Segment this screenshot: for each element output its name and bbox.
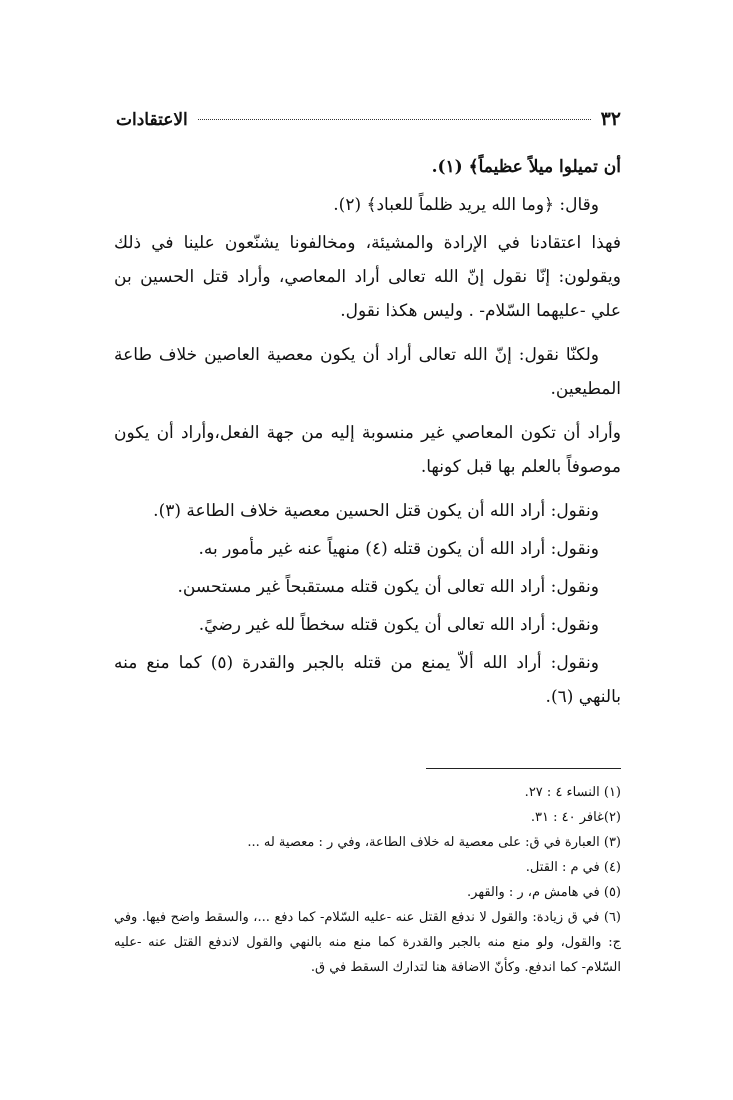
running-header bbox=[116, 108, 621, 144]
main-text bbox=[114, 150, 621, 718]
paragraph: ونقول: أراد الله ألاّ يمنع من قتله بالجبر والقدرة (٥) كما منع منه بالنهي (٦). bbox=[114, 653, 621, 707]
header-title: الاعتقادات bbox=[116, 110, 188, 130]
footnotes bbox=[114, 780, 621, 980]
paragraph: ولكنّا نقول: إنّ الله تعالى أراد أن يكون معصية العاصين خلاف طاعة المطيعين. bbox=[114, 345, 621, 399]
verse-continuation: أن تميلوا ميلاً عظيماً﴾ (١). bbox=[431, 157, 621, 177]
footnote: (١) النساء ٤ : ٢٧. bbox=[524, 785, 621, 800]
paragraph: وقال: ﴿وما الله يريد ظلماً للعباد﴾ (٢). bbox=[333, 195, 599, 215]
page-number: ٣٢ bbox=[600, 108, 621, 130]
footnote: (٦) في ق زيادة: والقول لا ندفع القتل عنه -عليه السّلام- كما دفع ...، والسقط واضح فيها. وفي ج: والقول، ولو منع منه بالجبر والقدرة كما منع منه بالنهي والقول لاندفع القتل عنه -عليه السّلام- كما اندفع. وكأنّ الاضافة هنا لتدارك السقط في ق. bbox=[114, 910, 621, 975]
paragraph: ونقول: أراد الله تعالى أن يكون قتله سخطاً لله غير رضيً. bbox=[198, 615, 599, 635]
dotted-leader bbox=[198, 119, 591, 120]
paragraph: ونقول: أراد الله أن يكون قتل الحسين معصية خلاف الطاعة (٣). bbox=[153, 501, 599, 521]
paragraph: فهذا اعتقادنا في الإرادة والمشيئة، ومخالفونا يشنّعون علينا في ذلك ويقولون: إنّا نقول إنّ الله تعالى أراد المعاصي، وأراد قتل الحسين بن علي -عليهما السّلام- . وليس هكذا نقول. bbox=[114, 233, 621, 321]
paragraph: ونقول: أراد الله أن يكون قتله (٤) منهياً عنه غير مأمور به. bbox=[198, 539, 599, 559]
footnote: (٣) العبارة في ق: على معصية له خلاف الطاعة، وفي ر : معصية له ... bbox=[247, 835, 621, 850]
footnote: (٤) في م : القتل. bbox=[525, 860, 621, 875]
paragraph: وأراد أن تكون المعاصي غير منسوبة إليه من جهة الفعل،وأراد أن يكون موصوفاً بالعلم بها قبل كونها. bbox=[114, 423, 621, 477]
paragraph: ونقول: أراد الله تعالى أن يكون قتله مستقبحاً غير مستحسن. bbox=[177, 577, 599, 597]
footnote: (٥) في هامش م، ر : والقهر. bbox=[467, 885, 621, 900]
footnote: (٢)غافر ٤٠ : ٣١. bbox=[530, 810, 621, 825]
footnote-separator bbox=[426, 768, 621, 769]
